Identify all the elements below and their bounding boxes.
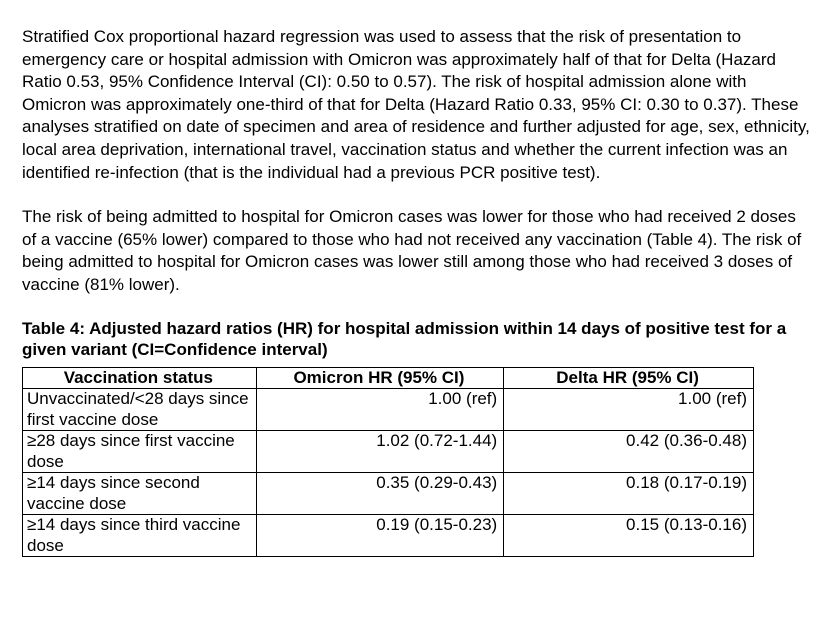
cell-delta-hr: 1.00 (ref) (504, 389, 754, 431)
header-vaccination-status: Vaccination status (23, 367, 257, 389)
cell-omicron-hr: 0.19 (0.15-0.23) (256, 515, 504, 557)
cell-vaccination-status: ≥14 days since second vaccine dose (23, 473, 257, 515)
cell-vaccination-status: ≥14 days since third vaccine dose (23, 515, 257, 557)
document-page (22, 26, 812, 557)
header-delta-hr: Delta HR (95% CI) (504, 367, 754, 389)
paragraph-vaccine-risk: The risk of being admitted to hospital for Omicron cases was lower for those who had received 2 doses of a vaccine (65% lower) compared to those who had not received any vaccination (Table 4). The risk of being admitted to hospital for Omicron cases was lower still among those who had received 3 doses of vaccine (81% lower). (22, 207, 802, 294)
cell-omicron-hr: 1.02 (0.72-1.44) (256, 431, 504, 473)
cell-delta-hr: 0.15 (0.13-0.16) (504, 515, 754, 557)
table-header-row (23, 367, 754, 389)
table-row (23, 431, 754, 473)
paragraph-cox-regression: Stratified Cox proportional hazard regression was used to assess that the risk of presentation to emergency care or hospital admission with Omicron was approximately half of that for Delta (Hazard Ratio 0.53, 95% Confidence Interval (CI): 0.50 to 0.57). The risk of hospital admission alone with Omicron was approximately one-third of that for Delta (Hazard Ratio 0.33, 95% CI: 0.30 to 0.37). These analyses stratified on date of specimen and area of residence and further adjusted for age, sex, ethnicity, local area deprivation, international travel, vaccination status and whether the current infection was an identified re-infection (that is the individual had a previous PCR positive test). (22, 27, 810, 182)
cell-omicron-hr: 0.35 (0.29-0.43) (256, 473, 504, 515)
header-omicron-hr: Omicron HR (95% CI) (256, 367, 504, 389)
cell-delta-hr: 0.42 (0.36-0.48) (504, 431, 754, 473)
table-row (23, 515, 754, 557)
table-row (23, 473, 754, 515)
cell-vaccination-status: ≥28 days since first vaccine dose (23, 431, 257, 473)
table-row (23, 389, 754, 431)
cell-delta-hr: 0.18 (0.17-0.19) (504, 473, 754, 515)
hazard-ratio-table (22, 367, 754, 558)
table-caption: Table 4: Adjusted hazard ratios (HR) for hospital admission within 14 days of positive test for a given variant (CI=Confidence interval) (22, 318, 787, 359)
cell-vaccination-status: Unvaccinated/<28 days since first vaccine dose (23, 389, 257, 431)
cell-omicron-hr: 1.00 (ref) (256, 389, 504, 431)
